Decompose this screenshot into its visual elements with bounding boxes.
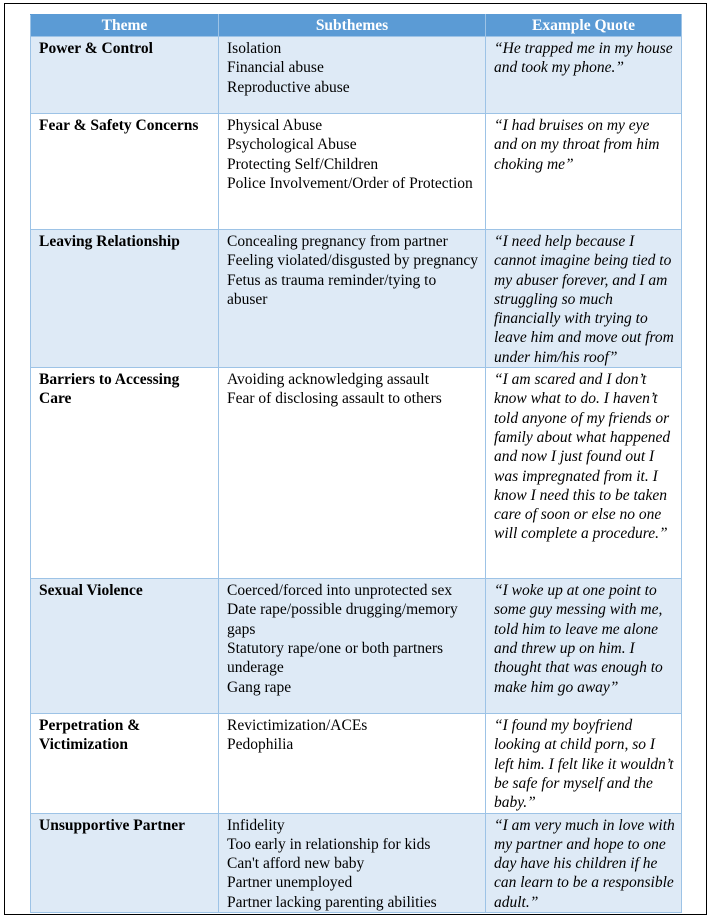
subtheme-item: Coerced/forced into unprotected sex (227, 582, 453, 600)
table-row (31, 579, 682, 714)
subthemes-cell (219, 714, 486, 813)
subtheme-item: Psychological Abuse (227, 136, 357, 154)
header-theme: Theme (31, 15, 219, 37)
table-row (31, 714, 682, 813)
quote-cell: “I am very much in love with my partner and hope to one day have his children if he can learn to be a responsible adult.” (486, 813, 682, 912)
subtheme-item: Too early in relationship for kids (227, 835, 431, 853)
header-example-quote: Example Quote (486, 15, 682, 37)
subthemes-cell (219, 37, 486, 114)
subtheme-item: Police Involvement/Order of Protection (227, 174, 473, 192)
subthemes-cell (219, 579, 486, 714)
subtheme-item: Concealing pregnancy from partner (227, 233, 448, 250)
subtheme-item: Gang rape (227, 678, 292, 696)
subtheme-item: Infidelity (227, 816, 285, 834)
subtheme-item: Fear of disclosing assault to others (227, 390, 442, 408)
subtheme-item: Reproductive abuse (227, 78, 350, 96)
subtheme-item: Financial abuse (227, 59, 324, 77)
subtheme-item: Pedophilia (227, 736, 294, 754)
theme-cell: Sexual Violence (31, 579, 219, 714)
subtheme-item: Statutory rape/one or both partners underage (227, 639, 444, 677)
quote-cell: “I found my boyfriend looking at child porn, so I left him. I felt like it wouldn’t be safe for myself and the baby.” (486, 714, 682, 813)
subthemes-cell (219, 114, 486, 230)
subthemes-cell (219, 230, 486, 368)
subtheme-item: Can't afford new baby (227, 855, 365, 873)
theme-cell: Unsupportive Partner (31, 813, 219, 912)
table-row (31, 368, 682, 579)
header-row (31, 15, 682, 37)
subthemes-cell (219, 813, 486, 912)
subtheme-item: Partner lacking parenting abilities (227, 893, 437, 911)
subtheme-item: Fetus as trauma reminder/tying to abuser (227, 271, 437, 308)
quote-cell: “I am scared and I don’t know what to do. I haven’t told anyone of my friends or family about what happened and now I just found out I was impregnated from it. I know I need this to be taken care of soon or else no one will complete a procedure.” (486, 368, 682, 579)
theme-cell: Power & Control (31, 37, 219, 114)
table-row (31, 114, 682, 230)
theme-cell: Barriers to Accessing Care (31, 368, 219, 579)
subtheme-item: Isolation (227, 40, 282, 57)
quote-cell: “I woke up at one point to some guy messing with me, told him to leave me alone and threw up on him. I thought that was enough to make him go away” (486, 579, 682, 714)
subtheme-item: Feeling violated/disgusted by pregnancy (227, 252, 478, 270)
subtheme-item: Date rape/possible drugging/memory gaps (227, 601, 458, 638)
quote-cell: “He trapped me in my house and took my phone.” (486, 37, 682, 114)
table-row (31, 813, 682, 912)
subtheme-item: Physical Abuse (227, 117, 323, 134)
subtheme-item: Partner unemployed (227, 874, 353, 892)
quote-cell: “I need help because I cannot imagine being tied to my abuser forever, and I am struggling so much financially with trying to leave him and move out from under him/his roof” (486, 230, 682, 368)
subthemes-cell (219, 368, 486, 579)
themes-table (30, 14, 682, 913)
table-row (31, 230, 682, 368)
table-row (31, 37, 682, 114)
theme-cell: Fear & Safety Concerns (31, 114, 219, 230)
subtheme-item: Revictimization/ACEs (227, 717, 368, 735)
header-subthemes: Subthemes (219, 15, 486, 37)
subtheme-item: Avoiding acknowledging assault (227, 371, 430, 389)
theme-cell: Leaving Relationship (31, 230, 219, 368)
subtheme-item: Protecting Self/Children (227, 155, 379, 173)
quote-cell: “I had bruises on my eye and on my throat from him choking me” (486, 114, 682, 230)
theme-cell: Perpetration & Victimization (31, 714, 219, 813)
